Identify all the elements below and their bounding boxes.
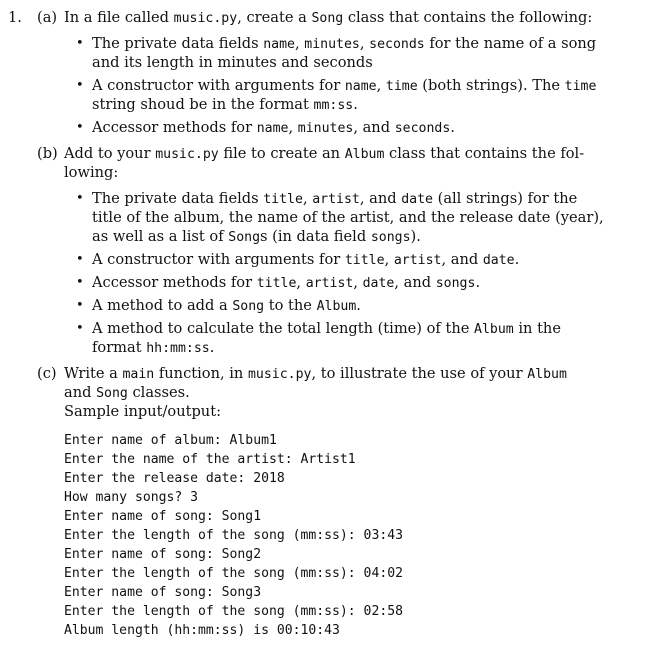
text-run: , — [359, 35, 370, 52]
text-run: format — [92, 339, 147, 356]
part-b-bullet5-line2 — [92, 338, 214, 358]
part-b-intro-line2: lowing: — [64, 164, 119, 181]
sample-io-line: Enter name of song: Song1 — [64, 509, 262, 524]
text-run: , and — [353, 119, 395, 136]
text-run: A method to add a — [92, 297, 233, 314]
text-run: (both strings). The — [417, 77, 565, 94]
text-run: function, in — [154, 365, 248, 382]
text-run: , — [302, 190, 313, 207]
part-c-line1 — [64, 364, 567, 384]
part-c-line2 — [64, 383, 190, 403]
code-term: seconds — [394, 121, 451, 136]
code-term: artist — [312, 192, 360, 207]
text-run: Write a — [64, 365, 123, 382]
text-run: , and — [394, 274, 436, 291]
code-term: main — [122, 367, 155, 382]
sample-io-line: Album length (hh:mm:ss) is 00:10:43 — [64, 623, 340, 638]
sample-io-line: Enter the name of the artist: Artist1 — [64, 452, 356, 467]
text-run: (all strings) for the — [432, 190, 578, 207]
code-term: seconds — [369, 37, 425, 52]
code-term: Song — [228, 230, 261, 245]
text-run: The private data fields — [92, 35, 264, 52]
code-term: mm:ss — [313, 98, 354, 113]
code-term: date — [482, 253, 515, 268]
text-run: class that contains the following: — [343, 9, 593, 26]
bullet-icon: • — [76, 321, 84, 336]
code-term: Album — [344, 147, 385, 162]
bullet-icon: • — [76, 36, 84, 51]
text-run: ). — [410, 228, 421, 245]
text-run: for the name of a song — [424, 35, 597, 52]
text-run: string shoud be in the format — [92, 96, 314, 113]
part-a-label: (a) — [37, 9, 58, 26]
code-term: date — [401, 192, 433, 207]
text-run: to the — [264, 297, 317, 314]
text-run: In a file called — [64, 9, 174, 26]
text-run: s (in data field — [260, 228, 371, 245]
code-term: music.py — [173, 11, 238, 26]
text-run: . — [353, 96, 358, 113]
text-run: , — [376, 77, 386, 94]
text-run: class that contains the fol- — [384, 145, 585, 162]
text-run: , — [353, 274, 363, 291]
part-a-bullet1-line2: and its length in minutes and seconds — [92, 54, 373, 71]
text-run: . — [450, 119, 455, 136]
code-term: artist — [393, 253, 442, 268]
part-c-line3: Sample input/output: — [64, 403, 221, 420]
part-c-label: (c) — [37, 365, 57, 382]
text-run: classes. — [127, 384, 190, 401]
code-term: date — [362, 276, 395, 291]
code-term: title — [263, 192, 303, 207]
part-b-label: (b) — [37, 145, 58, 162]
code-term: Song — [96, 386, 128, 401]
sample-io-line: Enter name of album: Album1 — [64, 433, 277, 448]
sample-io-line: Enter name of song: Song3 — [64, 585, 262, 600]
text-run: , and — [359, 190, 402, 207]
part-b-bullet2 — [92, 250, 519, 270]
text-run: Add to your — [64, 145, 156, 162]
text-run: , — [384, 251, 394, 268]
bullet-icon: • — [76, 120, 84, 135]
code-term: artist — [305, 276, 354, 291]
bullet-icon: • — [76, 275, 84, 290]
code-term: Album — [527, 367, 567, 382]
text-run: , and — [441, 251, 483, 268]
sample-io-line: How many songs? 3 — [64, 490, 199, 505]
text-run: file to create an — [218, 145, 345, 162]
code-term: Album — [316, 299, 357, 314]
part-a-bullet3 — [92, 118, 455, 138]
text-run: and — [64, 384, 97, 401]
sample-io-line: Enter name of song: Song2 — [64, 547, 262, 562]
code-term: Album — [474, 322, 514, 337]
text-run: . — [514, 251, 520, 268]
part-a-bullet2-line2 — [92, 95, 358, 115]
sample-io-line: Enter the release date: 2018 — [64, 471, 285, 486]
part-b-bullet1-line1 — [92, 189, 577, 209]
code-term: minutes — [297, 121, 354, 136]
code-term: music.py — [155, 147, 219, 162]
text-run: A method to calculate the total length (time) of the — [92, 320, 475, 337]
bullet-icon: • — [76, 298, 84, 313]
part-b-intro-line1 — [64, 144, 584, 164]
sample-io-line: Enter the length of the song (mm:ss): 03:43 — [64, 528, 403, 543]
sample-io-line: Enter the length of the song (mm:ss): 02:58 — [64, 604, 403, 619]
text-run: , — [296, 274, 306, 291]
bullet-icon: • — [76, 78, 84, 93]
code-term: minutes — [304, 37, 360, 52]
part-b-bullet4 — [92, 296, 361, 316]
part-b-bullet5-line1 — [92, 319, 561, 339]
code-term: name — [344, 79, 377, 94]
code-term: time — [385, 79, 418, 94]
part-b-bullet1-line3 — [92, 227, 421, 247]
bullet-icon: • — [76, 252, 84, 267]
text-run: , — [288, 119, 298, 136]
text-run: , to illustrate the use of your — [311, 365, 528, 382]
code-term: Song — [311, 11, 344, 26]
text-run: The private data fields — [92, 190, 264, 207]
code-term: music.py — [247, 367, 312, 382]
problem-number: 1. — [8, 9, 22, 26]
text-run: A constructor with arguments for — [92, 77, 345, 94]
text-run: , create a — [237, 9, 312, 26]
code-term: name — [263, 37, 295, 52]
code-term: songs — [435, 276, 476, 291]
part-b-bullet3 — [92, 273, 480, 293]
part-b-bullet1-line2: title of the album, the name of the artist, and the release date (year), — [92, 209, 604, 226]
text-run: , — [295, 35, 305, 52]
sample-io-line: Enter the length of the song (mm:ss): 04:02 — [64, 566, 403, 581]
code-term: Song — [232, 299, 265, 314]
code-term: songs — [370, 230, 411, 245]
text-run: Accessor methods for — [92, 119, 257, 136]
text-run: A constructor with arguments for — [92, 251, 345, 268]
bullet-icon: • — [76, 191, 84, 206]
code-term: hh:mm:ss — [146, 341, 210, 356]
part-a-bullet2-line1 — [92, 76, 596, 96]
text-run: in the — [513, 320, 561, 337]
code-term: title — [344, 253, 385, 268]
text-run: Accessor methods for — [92, 274, 257, 291]
part-a-bullet1-line1 — [92, 34, 596, 54]
text-run: . — [475, 274, 481, 291]
code-term: time — [564, 79, 597, 94]
part-a-intro — [64, 8, 592, 28]
code-term: name — [256, 121, 289, 136]
text-run: as well as a list of — [92, 228, 229, 245]
code-term: title — [256, 276, 297, 291]
text-run: . — [356, 297, 361, 314]
text-run: . — [209, 339, 215, 356]
